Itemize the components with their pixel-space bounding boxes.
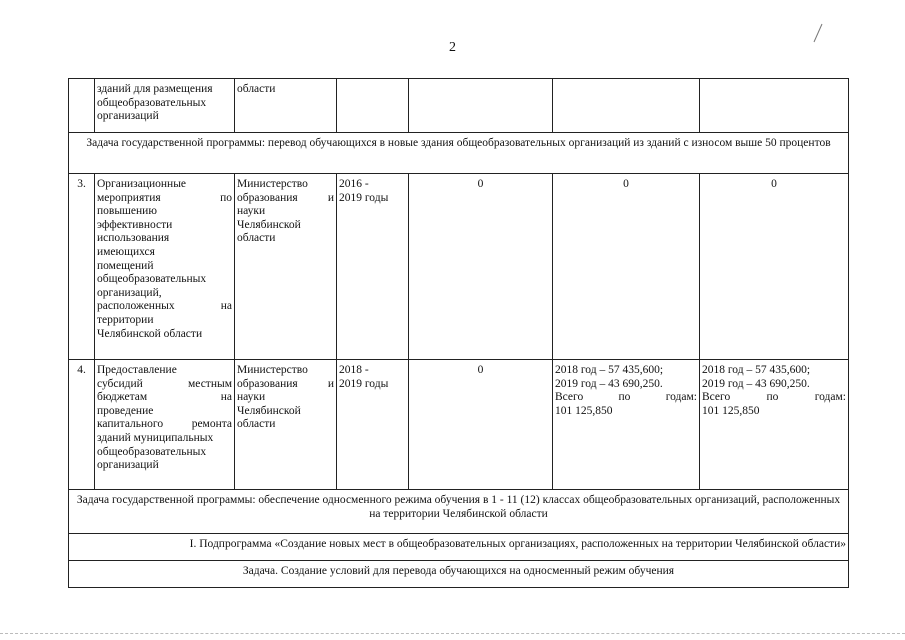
task-row: [69, 490, 849, 534]
text-line: организаций,: [97, 286, 162, 299]
text-line: Всего по годам:: [702, 391, 846, 404]
task-heading: Задача. Создание условий для перевода обучающихся на односменный режим обучения: [69, 561, 849, 588]
value-c-cell: 0: [700, 174, 849, 360]
text-line: 2019 годы: [339, 377, 389, 390]
measure-name-cell: [95, 360, 235, 490]
text-line: расположенных на: [97, 300, 232, 313]
text-line: науки: [237, 205, 266, 218]
text-line: мероприятия по: [97, 191, 232, 204]
page-edge-divider: [0, 633, 905, 635]
subprogram-heading: I. Подпрограмма «Создание новых мест в общеобразовательных организациях, расположенных на территории Челябинской области»: [69, 534, 849, 561]
table-row: [69, 174, 849, 360]
measure-name-cell: [95, 174, 235, 360]
text-line: 2019 годы: [339, 191, 389, 204]
text-line: зданий муниципальных: [97, 431, 214, 444]
responsible-cell: [235, 360, 337, 490]
text-line: области: [237, 418, 276, 431]
period-cell: [337, 174, 409, 360]
value-a-cell: 0: [409, 360, 553, 490]
period-cell: [337, 79, 409, 133]
text-line: повышению: [97, 205, 157, 218]
page-number: 2: [449, 40, 456, 55]
responsible-cell: [235, 174, 337, 360]
text-line: капитального ремонта: [97, 418, 232, 431]
text-line: Предоставление: [97, 364, 177, 376]
task-heading: Задача государственной программы: перевод обучающихся в новые здания общеобразовательных организаций из зданий с износом выше 50 процентов: [69, 133, 849, 174]
text-line: общеобразовательных: [97, 273, 207, 286]
subprogram-row: [69, 534, 849, 561]
table-row: [69, 360, 849, 490]
task-heading: Задача государственной программы: обеспечение односменного режима обучения в 1 - 11 (12) классах общеобразовательных организаций, расположенных на территории Челябинской области: [69, 490, 849, 534]
text-line: Министерство: [237, 364, 308, 376]
text-line: 2016 -: [339, 178, 369, 190]
value-a-cell: [409, 79, 553, 133]
text-line: образования и: [237, 191, 334, 204]
text-line: имеющихся: [97, 245, 155, 258]
text-line: общеобразовательных: [97, 445, 207, 458]
program-table: [68, 78, 849, 588]
text-line: проведение: [97, 404, 154, 417]
text-line: использования: [97, 232, 170, 245]
row-number-cell: [69, 79, 95, 133]
text-line: Всего по годам:: [555, 391, 697, 404]
responsible-cell: области: [235, 79, 337, 133]
text-line: науки: [237, 391, 266, 404]
text-line: 2018 год – 57 435,600;: [555, 364, 664, 376]
value-a-cell: 0: [409, 174, 553, 360]
period-cell: [337, 360, 409, 490]
text-line: территории: [97, 313, 154, 326]
task-row: [69, 561, 849, 588]
text-line: Челябинской области: [97, 327, 203, 340]
text-line: области: [237, 232, 276, 245]
task-row: [69, 133, 849, 174]
text-line: 2019 год – 43 690,250.: [555, 377, 663, 390]
value-c-cell: [700, 79, 849, 133]
row-number-cell: 3.: [69, 174, 95, 360]
text-line: организаций: [97, 459, 159, 472]
text-line: субсидий местным: [97, 377, 232, 390]
row-number-cell: 4.: [69, 360, 95, 490]
text-line: Челябинской: [237, 404, 301, 417]
value-b-cell: [553, 360, 700, 490]
value-b-cell: 0: [553, 174, 700, 360]
text-line: Челябинской: [237, 218, 301, 231]
text-line: 101 125,850: [702, 404, 760, 417]
text-line: 2019 год – 43 690,250.: [702, 377, 810, 390]
text-line: 2018 -: [339, 364, 369, 376]
value-b-cell: [553, 79, 700, 133]
measure-name-cell: зданий для размещения общеобразовательных организаций: [95, 79, 235, 133]
text-line: 2018 год – 57 435,600;: [702, 364, 811, 376]
text-line: образования и: [237, 377, 334, 390]
text-line: 101 125,850: [555, 404, 613, 417]
pen-mark: [810, 22, 824, 44]
table-row: [69, 79, 849, 133]
text-line: эффективности: [97, 218, 173, 231]
value-c-cell: [700, 360, 849, 490]
text-line: помещений: [97, 259, 154, 272]
text-line: Организационные: [97, 178, 187, 190]
text-line: бюджетам на: [97, 391, 232, 404]
text-line: Министерство: [237, 178, 308, 190]
